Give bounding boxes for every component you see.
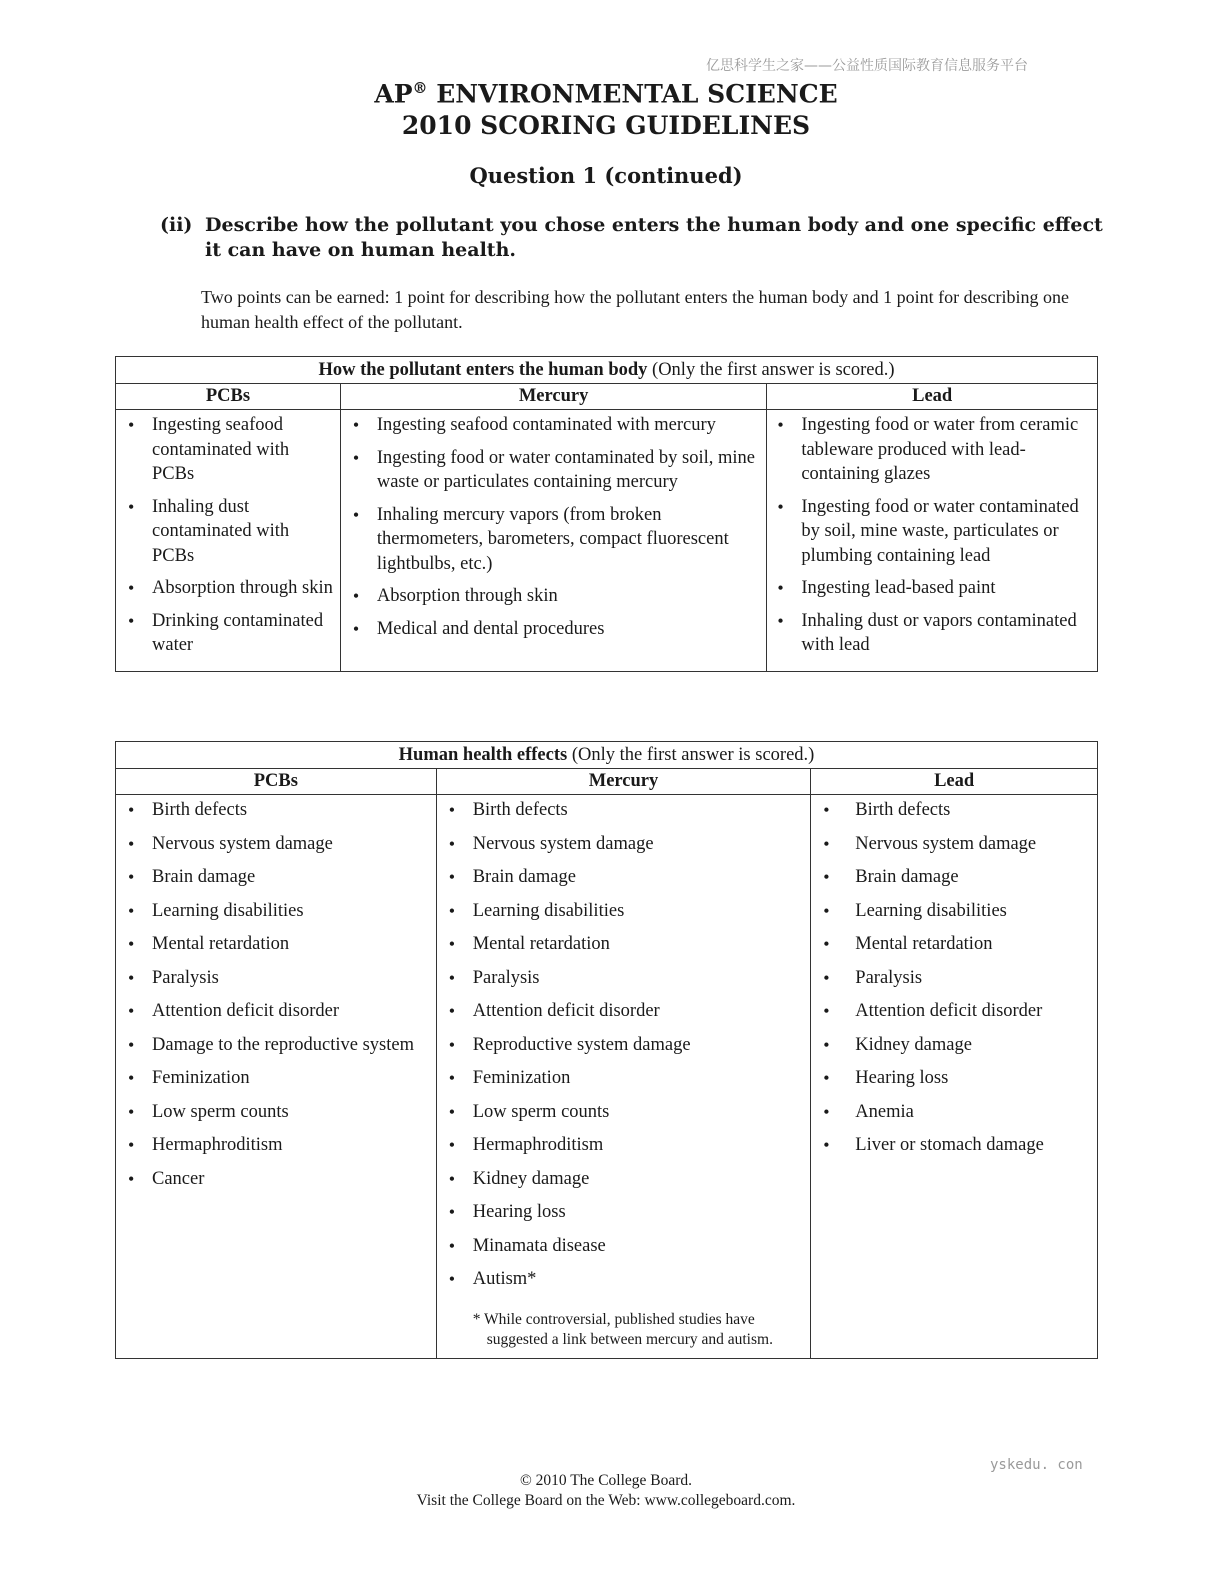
effects-col-header-pcbs: PCBs [116, 769, 437, 795]
entry-cell-pcbs [116, 410, 341, 672]
list-item: • Ingesting seafood contaminated with PCBs [126, 413, 334, 487]
page-title [0, 72, 1212, 142]
list-item: • Ingesting food or water contaminated by soil, mine waste or particulates containing mercury [351, 446, 760, 495]
autism-footnote: * While controversial, published studies have suggested a link between mercury and autism. [472, 1310, 773, 1348]
list-item: • Low sperm counts [447, 1100, 805, 1125]
list-item: • Nervous system damage [821, 832, 1091, 857]
list-item: • Kidney damage [447, 1167, 805, 1192]
list-item: • Low sperm counts [126, 1100, 430, 1125]
list-item: • Paralysis [821, 966, 1091, 991]
list-item: • Learning disabilities [126, 899, 430, 924]
footer-web-link: Visit the College Board on the Web: www.collegeboard.com. [416, 1492, 796, 1509]
effects-table-caption: Human health effects (Only the first answer is scored.) [116, 742, 1098, 769]
list-item: • Feminization [447, 1066, 805, 1091]
list-item: • Birth defects [821, 798, 1091, 823]
title-line-2: 2010 SCORING GUIDELINES [401, 111, 811, 141]
effects-list-mercury [437, 795, 811, 1306]
list-item: • Feminization [126, 1066, 430, 1091]
effects-list-pcbs [116, 795, 436, 1205]
list-item: • Brain damage [126, 865, 430, 890]
list-item: • Anemia [821, 1100, 1091, 1125]
list-item: • Brain damage [821, 865, 1091, 890]
effects-col-header-lead: Lead [811, 769, 1098, 795]
list-item: • Attention deficit disorder [126, 999, 430, 1024]
effects-cell-mercury [436, 795, 811, 1359]
list-item: • Hermaphroditism [126, 1133, 430, 1158]
effects-table [115, 741, 1098, 1359]
footer [0, 1471, 1212, 1511]
list-item: • Liver or stomach damage [821, 1133, 1091, 1158]
watermark-bottom: yskedu. con [990, 1457, 1083, 1473]
registered-mark: ® [412, 79, 428, 97]
entry-table [115, 356, 1098, 672]
effects-list-lead [811, 795, 1097, 1172]
list-item: • Ingesting food or water from ceramic tableware produced with lead-containing glazes [775, 413, 1091, 487]
list-item: • Attention deficit disorder [447, 999, 805, 1024]
list-item: • Inhaling dust contaminated with PCBs [126, 495, 334, 569]
list-item: • Inhaling dust or vapors contaminated with lead [775, 609, 1091, 658]
entry-list-mercury [341, 410, 766, 654]
list-item: • Inhaling mercury vapors (from broken thermometers, barometers, compact fluorescent lightbulbs, etc.) [351, 503, 760, 577]
list-item: • Medical and dental procedures [351, 617, 760, 642]
list-item: • Mental retardation [447, 932, 805, 957]
list-item: • Kidney damage [821, 1033, 1091, 1058]
list-item: • Attention deficit disorder [821, 999, 1091, 1024]
list-item: • Hearing loss [821, 1066, 1091, 1091]
list-item: • Birth defects [126, 798, 430, 823]
effects-cell-pcbs [116, 795, 437, 1359]
list-item: • Brain damage [447, 865, 805, 890]
scoring-intro: Two points can be earned: 1 point for describing how the pollutant enters the human body and 1 point for describing one human health effect of the pollutant. [201, 287, 1070, 332]
list-item: • Hearing loss [447, 1200, 805, 1225]
entry-table-caption: How the pollutant enters the human body (Only the first answer is scored.) [116, 357, 1098, 384]
effects-col-header-mercury: Mercury [436, 769, 811, 795]
list-item: • Learning disabilities [447, 899, 805, 924]
question-part-number: (ii) [160, 214, 193, 236]
entry-col-header-pcbs: PCBs [116, 384, 341, 410]
list-item: • Hermaphroditism [447, 1133, 805, 1158]
list-item: • Paralysis [447, 966, 805, 991]
list-item: • Minamata disease [447, 1234, 805, 1259]
title-line-1: AP® ENVIRONMENTAL SCIENCE [374, 79, 838, 109]
list-item: • Mental retardation [126, 932, 430, 957]
entry-list-lead [767, 410, 1097, 671]
entry-col-header-mercury: Mercury [340, 384, 766, 410]
list-item: • Birth defects [447, 798, 805, 823]
list-item: • Paralysis [126, 966, 430, 991]
entry-cell-lead [767, 410, 1098, 672]
entry-col-header-lead: Lead [767, 384, 1098, 410]
list-item: • Autism* [447, 1267, 805, 1292]
list-item: • Absorption through skin [351, 584, 760, 609]
list-item: • Ingesting lead-based paint [775, 576, 1091, 601]
list-item: • Absorption through skin [126, 576, 334, 601]
entry-list-pcbs [116, 410, 340, 671]
list-item: • Learning disabilities [821, 899, 1091, 924]
list-item: • Drinking contaminated water [126, 609, 334, 658]
list-item: • Cancer [126, 1167, 430, 1192]
watermark-top: 亿思科学生之家——公益性质国际教育信息服务平台 [706, 58, 1028, 74]
list-item: • Ingesting food or water contaminated by soil, mine waste, particulates or plumbing containing lead [775, 495, 1091, 569]
list-item: • Ingesting seafood contaminated with mercury [351, 413, 760, 438]
list-item: • Damage to the reproductive system [126, 1033, 430, 1058]
list-item: • Nervous system damage [447, 832, 805, 857]
list-item: • Nervous system damage [126, 832, 430, 857]
question-prompt [160, 213, 1110, 263]
entry-cell-mercury [340, 410, 766, 672]
effects-cell-lead [811, 795, 1098, 1359]
question-part-text: Describe how the pollutant you chose enters the human body and one specific effect it can have on human health. [205, 214, 1103, 261]
footer-copyright: © 2010 The College Board. [519, 1472, 693, 1489]
question-heading: Question 1 (continued) [469, 163, 743, 188]
list-item: • Mental retardation [821, 932, 1091, 957]
list-item: • Reproductive system damage [447, 1033, 805, 1058]
